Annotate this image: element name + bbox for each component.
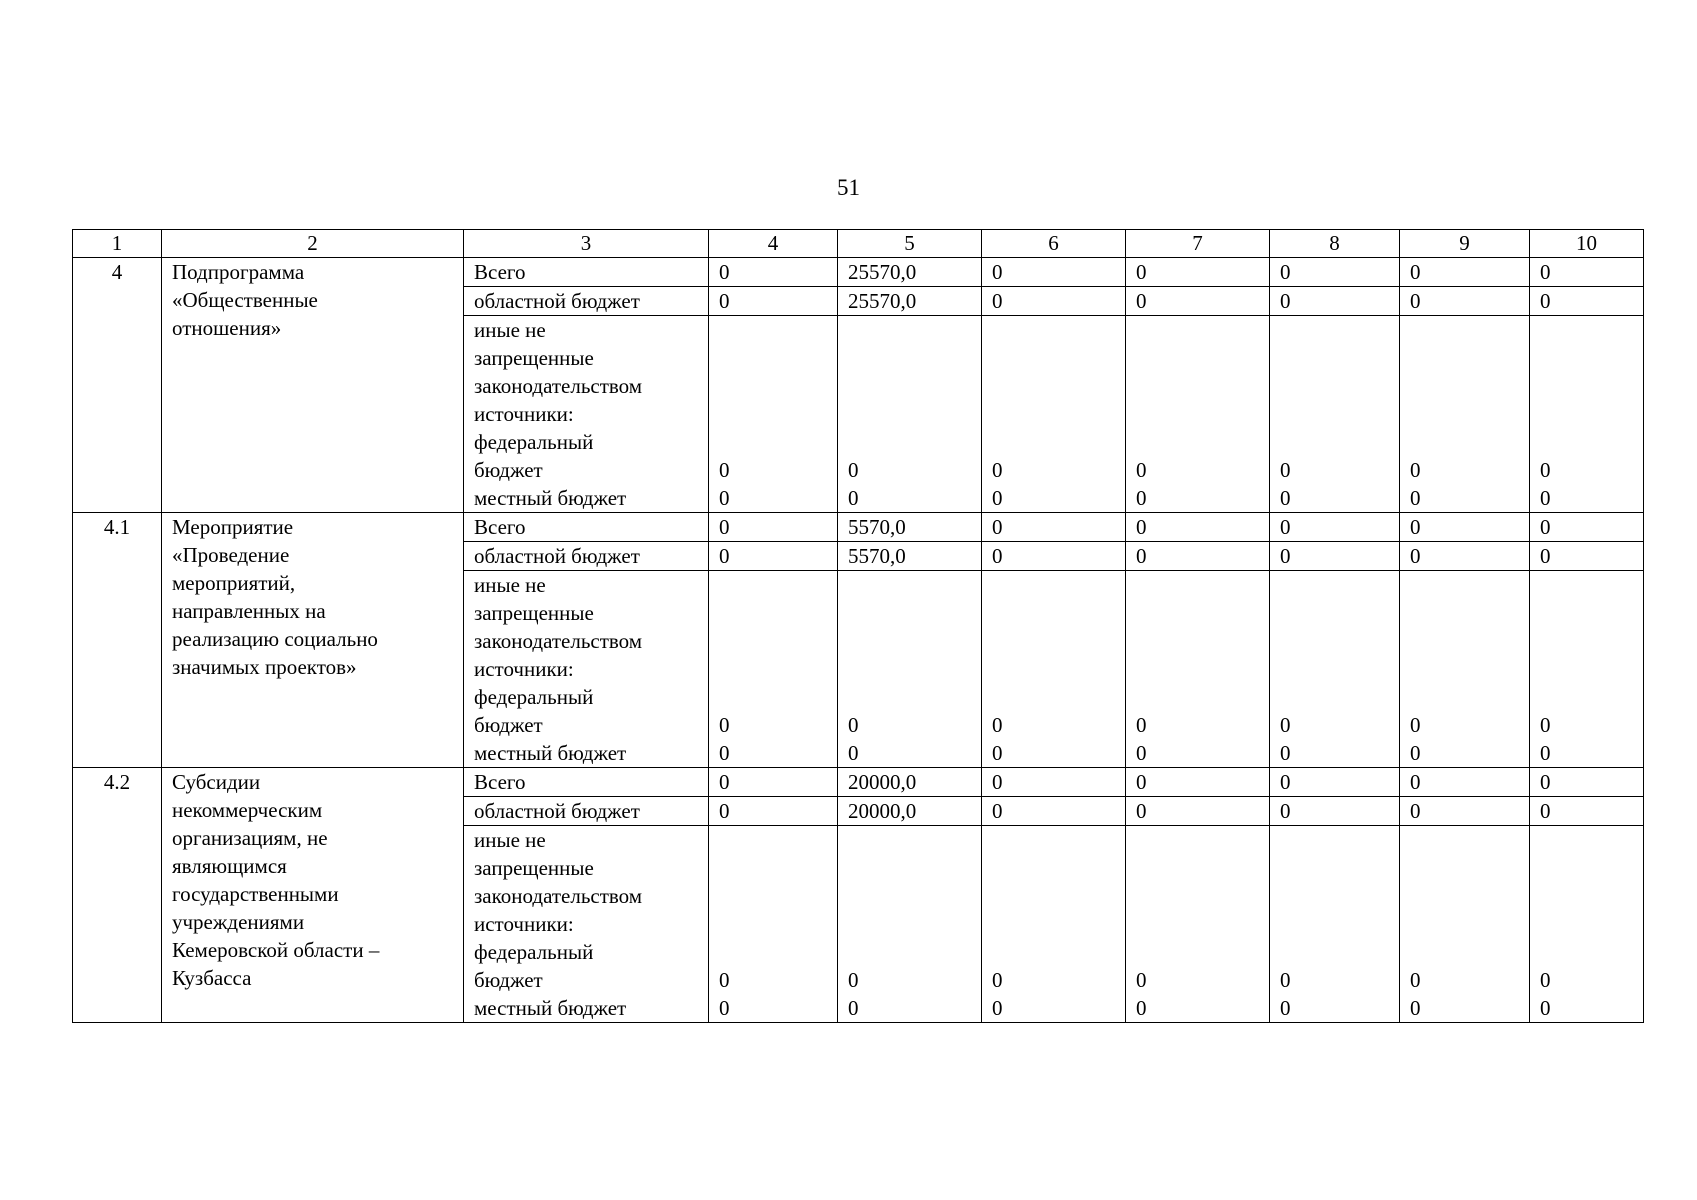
value-cell: 0 [1126, 258, 1270, 287]
value-cell: 0 [709, 797, 838, 826]
source-label-line: бюджет [474, 713, 543, 737]
source-label-line: федеральный [474, 430, 594, 454]
row-name-line: Субсидии [172, 770, 261, 794]
federal-value: 0 [1280, 713, 1291, 737]
local-value: 0 [1540, 741, 1551, 765]
local-value: 0 [1280, 741, 1291, 765]
column-header: 3 [464, 230, 709, 258]
table-row [73, 258, 1644, 287]
local-value: 0 [848, 741, 859, 765]
value-cell: 0 [1126, 287, 1270, 316]
value-cell [982, 826, 1126, 1023]
row-name-line: значимых проектов» [172, 655, 357, 679]
row-name-line: Мероприятие [172, 515, 294, 539]
row-number: 4.2 [73, 768, 162, 1023]
row-name-line: являющимся [172, 854, 287, 878]
table-row [73, 513, 1644, 542]
row-name-line: «Проведение [172, 543, 290, 567]
source-label-regional: областной бюджет [464, 797, 709, 826]
federal-value: 0 [1136, 458, 1147, 482]
federal-value: 0 [719, 968, 730, 992]
source-label-line: иные не [474, 318, 546, 342]
row-name-line: Подпрограмма [172, 260, 305, 284]
federal-value: 0 [848, 458, 859, 482]
local-value: 0 [1410, 486, 1421, 510]
federal-value: 0 [992, 458, 1003, 482]
local-value: 0 [719, 741, 730, 765]
source-label-total: Всего [464, 513, 709, 542]
federal-value: 0 [1410, 713, 1421, 737]
value-cell: 0 [1530, 258, 1644, 287]
federal-value: 0 [1410, 458, 1421, 482]
value-cell: 0 [1270, 258, 1400, 287]
local-value: 0 [1136, 741, 1147, 765]
local-value: 0 [1136, 996, 1147, 1020]
value-cell: 0 [1270, 542, 1400, 571]
federal-value: 0 [992, 968, 1003, 992]
value-cell: 0 [709, 258, 838, 287]
row-name-line: «Общественные [172, 288, 318, 312]
value-cell: 0 [1270, 513, 1400, 542]
value-cell: 0 [1530, 513, 1644, 542]
budget-table [72, 229, 1644, 1023]
value-cell [982, 316, 1126, 513]
local-value: 0 [848, 996, 859, 1020]
local-value: 0 [992, 486, 1003, 510]
source-label-line: законодательством [474, 629, 643, 653]
row-name-line: государственными [172, 882, 339, 906]
value-cell: 5570,0 [838, 542, 982, 571]
source-label-line: источники: [474, 657, 574, 681]
source-label-total: Всего [464, 258, 709, 287]
column-header: 9 [1400, 230, 1530, 258]
federal-value: 0 [1280, 968, 1291, 992]
federal-value: 0 [1136, 713, 1147, 737]
table-header-row [73, 230, 1644, 258]
value-cell: 0 [1400, 258, 1530, 287]
value-cell [1126, 826, 1270, 1023]
column-header: 8 [1270, 230, 1400, 258]
row-name [162, 258, 464, 513]
value-cell [982, 571, 1126, 768]
value-cell [1270, 316, 1400, 513]
source-label-line: источники: [474, 402, 574, 426]
local-value: 0 [1410, 996, 1421, 1020]
source-label-regional: областной бюджет [464, 287, 709, 316]
federal-value: 0 [1540, 713, 1551, 737]
source-label-line: федеральный [474, 685, 594, 709]
value-cell: 0 [982, 768, 1126, 797]
value-cell [1530, 316, 1644, 513]
row-number: 4.1 [73, 513, 162, 768]
value-cell: 0 [1126, 768, 1270, 797]
value-cell: 0 [1126, 513, 1270, 542]
value-cell: 0 [709, 542, 838, 571]
federal-value: 0 [1136, 968, 1147, 992]
value-cell [709, 826, 838, 1023]
value-cell: 0 [982, 287, 1126, 316]
source-label-total: Всего [464, 768, 709, 797]
federal-value: 0 [848, 713, 859, 737]
row-name-line: некоммерческим [172, 798, 323, 822]
value-cell: 25570,0 [838, 287, 982, 316]
row-name-line: направленных на [172, 599, 326, 623]
federal-value: 0 [1540, 968, 1551, 992]
value-cell: 20000,0 [838, 797, 982, 826]
value-cell: 0 [1126, 542, 1270, 571]
local-value: 0 [1410, 741, 1421, 765]
value-cell [1530, 571, 1644, 768]
local-value: 0 [719, 996, 730, 1020]
source-label-other [464, 316, 709, 513]
source-label-line: бюджет [474, 458, 543, 482]
source-label-line: федеральный [474, 940, 594, 964]
value-cell: 0 [709, 513, 838, 542]
value-cell: 0 [1270, 797, 1400, 826]
row-name-line: Кузбасса [172, 966, 252, 990]
local-value: 0 [1540, 996, 1551, 1020]
value-cell: 0 [1400, 513, 1530, 542]
column-header: 6 [982, 230, 1126, 258]
source-label-local: местный бюджет [474, 486, 627, 510]
column-header: 10 [1530, 230, 1644, 258]
row-name-line: мероприятий, [172, 571, 296, 595]
value-cell [1126, 316, 1270, 513]
source-label-line: запрещенные [474, 601, 594, 625]
table-row [73, 768, 1644, 797]
local-value: 0 [1136, 486, 1147, 510]
value-cell: 0 [1400, 768, 1530, 797]
row-name [162, 513, 464, 768]
value-cell [709, 316, 838, 513]
federal-value: 0 [719, 458, 730, 482]
value-cell: 25570,0 [838, 258, 982, 287]
value-cell: 0 [709, 768, 838, 797]
source-label-local: местный бюджет [474, 741, 627, 765]
page-number: 51 [837, 175, 860, 200]
value-cell: 0 [982, 797, 1126, 826]
federal-value: 0 [1410, 968, 1421, 992]
value-cell: 0 [1400, 542, 1530, 571]
value-cell [1400, 826, 1530, 1023]
source-label-line: иные не [474, 573, 546, 597]
value-cell [709, 571, 838, 768]
column-header: 1 [73, 230, 162, 258]
value-cell [1126, 571, 1270, 768]
source-label-other [464, 571, 709, 768]
source-label-line: иные не [474, 828, 546, 852]
local-value: 0 [992, 996, 1003, 1020]
federal-value: 0 [1280, 458, 1291, 482]
value-cell [1270, 571, 1400, 768]
value-cell [838, 826, 982, 1023]
value-cell: 0 [1530, 797, 1644, 826]
value-cell: 0 [1400, 287, 1530, 316]
source-label-line: законодательством [474, 884, 643, 908]
value-cell [838, 571, 982, 768]
column-header: 7 [1126, 230, 1270, 258]
source-label-line: запрещенные [474, 346, 594, 370]
value-cell: 0 [1530, 287, 1644, 316]
value-cell [1400, 571, 1530, 768]
row-number: 4 [73, 258, 162, 513]
source-label-line: законодательством [474, 374, 643, 398]
local-value: 0 [1280, 996, 1291, 1020]
row-name-line: реализацию социально [172, 627, 378, 651]
value-cell [1270, 826, 1400, 1023]
source-label-other [464, 826, 709, 1023]
value-cell: 0 [1126, 797, 1270, 826]
value-cell: 0 [1530, 542, 1644, 571]
value-cell: 0 [1530, 768, 1644, 797]
local-value: 0 [848, 486, 859, 510]
federal-value: 0 [1540, 458, 1551, 482]
row-name-line: учреждениями [172, 910, 305, 934]
row-name-line: организациям, не [172, 826, 328, 850]
row-name [162, 768, 464, 1023]
value-cell [838, 316, 982, 513]
value-cell: 0 [1400, 797, 1530, 826]
value-cell: 0 [982, 513, 1126, 542]
column-header: 4 [709, 230, 838, 258]
value-cell: 0 [709, 287, 838, 316]
local-value: 0 [992, 741, 1003, 765]
column-header: 5 [838, 230, 982, 258]
source-label-regional: областной бюджет [464, 542, 709, 571]
source-label-line: источники: [474, 912, 574, 936]
local-value: 0 [1540, 486, 1551, 510]
federal-value: 0 [719, 713, 730, 737]
value-cell: 0 [982, 258, 1126, 287]
value-cell: 0 [982, 542, 1126, 571]
federal-value: 0 [992, 713, 1003, 737]
value-cell: 20000,0 [838, 768, 982, 797]
value-cell: 5570,0 [838, 513, 982, 542]
row-name-line: отношения» [172, 316, 282, 340]
local-value: 0 [1280, 486, 1291, 510]
column-header: 2 [162, 230, 464, 258]
row-name-line: Кемеровской области – [172, 938, 380, 962]
source-label-line: бюджет [474, 968, 543, 992]
value-cell [1530, 826, 1644, 1023]
value-cell: 0 [1270, 768, 1400, 797]
value-cell: 0 [1270, 287, 1400, 316]
source-label-line: запрещенные [474, 856, 594, 880]
value-cell [1400, 316, 1530, 513]
local-value: 0 [719, 486, 730, 510]
federal-value: 0 [848, 968, 859, 992]
source-label-local: местный бюджет [474, 996, 627, 1020]
